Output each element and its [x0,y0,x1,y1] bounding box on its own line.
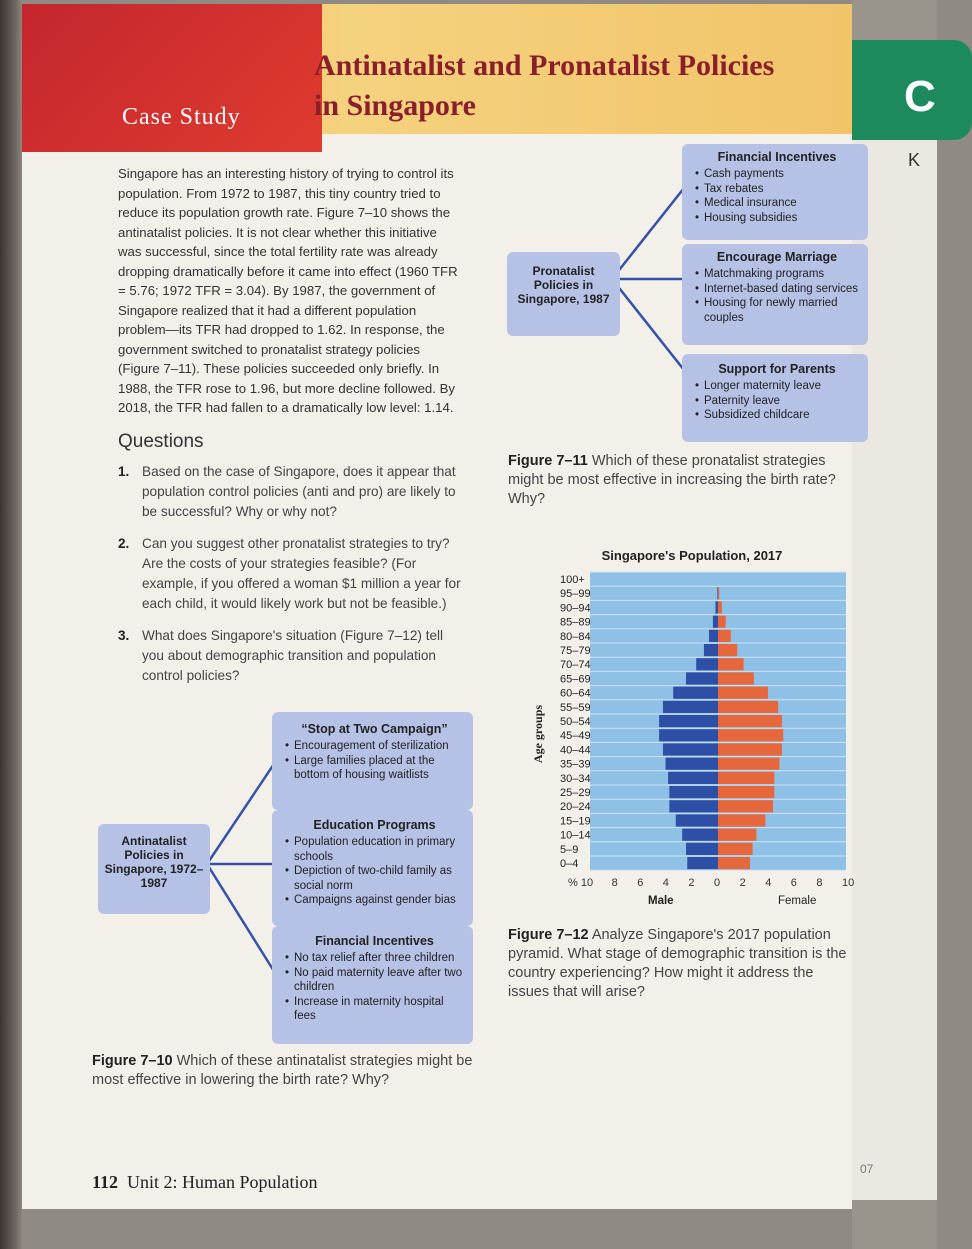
male-axis-label: Male [648,895,674,908]
book-spine [0,0,22,1249]
male-bar [696,658,718,670]
female-axis-label: Female [778,895,817,908]
female-bar [718,772,774,784]
female-bar [718,587,719,599]
title-line-2: in Singapore [314,89,476,122]
box-item: • Housing for newly married couples [704,296,862,325]
age-group-label: 85–89 [560,616,591,629]
box-item: • Internet-based dating services [704,282,862,297]
question-item [118,626,468,686]
next-page-heading-letter: C [904,72,936,121]
female-bar [718,800,773,812]
female-bar [718,644,737,656]
x-tick-label: 8 [816,877,823,890]
caption-text: Which of these antinatalist strategies might be most effective in lowering the birth rate? Why? [92,1053,473,1088]
box-item: • Housing subsidies [704,211,862,226]
intro-paragraph: Singapore has an interesting history of trying to control its population. From 1972 to 1987, this tiny country tried to reduce its population growth rate. Figure 7–10 shows the antinatalist policies. It is not clear whether this initiative was successful, since the total fertility rate was already dropping dramatically before it came into effect (1960 TFR = 5.76; 1972 TFR = 3.04). By 1987, the government of Singapore realized that it had a different population problem—its TFR had dropped to 1.62. In response, the government switched to pronatalist strategy policies (Figure 7–11). These policies succeeded only briefly. In 1988, the TFR rose to 1.96, but more decline followed. By 2018, the TFR had fallen to a dramatically low level: 1.14. [118,166,458,415]
female-bar [718,857,750,869]
female-bar [718,687,768,699]
age-group-label: 75–79 [560,645,591,657]
question-item [118,534,468,614]
male-bar [669,786,718,798]
box-item: • Depiction of two-child family as social norm [294,864,467,893]
y-axis-label: Age groups [531,704,545,764]
male-bar [663,701,718,713]
fig10-education-box [272,810,473,926]
age-group-label: 20–24 [560,801,591,814]
male-bar [663,743,718,755]
x-tick-label: 2 [688,877,695,890]
age-group-label: 90–94 [560,602,591,615]
question-text: Based on the case of Singapore, does it appear that population control policies (anti and pro) are likely to be successful? Why or why not? [142,464,456,519]
age-group-label: 10–14 [560,829,591,842]
chart-title: Singapore's Population, 2017 [601,548,783,563]
female-bar [718,814,765,826]
box-item: • No tax relief after three children [294,951,467,966]
male-bar [713,616,718,628]
x-tick-label: 4 [765,877,772,890]
question-text: Can you suggest other pronatalist strategies to try? Are the costs of your strategies feasible? (For example, if you offered a woman $1 million a year for each child, it would likely work but not be feasible.) [142,536,461,611]
age-group-label: 55–59 [560,701,591,714]
box-item: • Large families placed at the bottom of housing waitlists [294,754,467,783]
box-list [692,167,862,225]
questions-heading: Questions [118,431,204,452]
age-group-label: 95–99 [560,588,591,601]
box-item: • No paid maternity leave after two children [294,966,467,995]
title-line-1: Antinatalist and Pronatalist Policies [314,49,775,82]
female-bar [718,729,783,741]
x-tick-label: 10 [842,877,855,890]
age-group-label: 0–4 [560,858,579,870]
female-bar [718,843,753,855]
x-tick-label: 0 [714,877,721,890]
box-title: Financial Incentives [315,934,434,948]
female-bar [718,630,731,642]
male-bar [659,729,718,741]
female-bar [718,658,744,670]
fig10-financial-box [272,926,473,1044]
age-group-label: 65–69 [560,673,591,686]
pyramid-svg [492,544,855,924]
male-bar [686,672,718,684]
page-footer [92,1172,318,1193]
age-group-label: 100+ [560,574,585,586]
question-number: 3. [118,628,130,643]
female-bar [718,601,722,613]
box-item: • Medical insurance [704,196,862,211]
male-bar [676,814,718,826]
box-item: • Campaigns against gender bias [294,893,467,908]
male-bar [669,800,718,812]
case-study-label: Case Study [122,104,241,130]
box-item: • Matchmaking programs [704,267,862,282]
box-title: Financial Incentives [717,150,837,164]
textbook-page [22,4,874,1209]
box-list [282,739,467,783]
caption-label: Figure 7–11 [508,453,588,469]
fig11-financial-box [682,144,868,240]
age-group-label: 70–74 [560,659,591,672]
fig11-caption [508,452,848,509]
box-title: “Stop at Two Campaign” [301,722,448,736]
fig10-stop-at-two-box [272,712,473,810]
male-bar [686,843,718,855]
fig12-caption [508,926,848,1002]
caption-text: Which of these pronatalist strategies might be most effective in increasing the birth rate? Why? [508,453,836,507]
female-bar [718,715,782,727]
age-group-label: 5–9 [560,843,579,856]
question-text: What does Singapore's situation (Figure 7–12) tell you about demographic transition and population control policies? [142,628,444,683]
box-title: Education Programs [313,818,436,832]
age-group-label: 80–84 [560,630,591,643]
fig11-parents-box [682,354,868,442]
question-number: 2. [118,536,130,551]
male-bar [709,630,718,642]
age-group-label: 30–34 [560,772,591,785]
fig11-hub: Pronatalist Policies in Singapore, 1987 [507,252,620,336]
box-title: Encourage Marriage [716,250,838,264]
box-list [692,379,862,423]
next-page-header-band [832,40,972,140]
female-bar [718,758,779,770]
box-list [282,835,467,908]
x-tick-label: % 10 [568,877,594,890]
next-page-letter: K [908,150,921,170]
box-item: • Tax rebates [704,182,862,197]
caption-text: Analyze Singapore's 2017 population pyramid. What stage of demographic transition is the country experiencing? How might it address the issues that will arise? [508,927,847,1000]
box-item: • Paternity leave [704,394,862,409]
male-bar [715,601,718,613]
age-group-label: 35–39 [560,758,591,771]
female-bar [718,701,778,713]
age-group-label: 45–49 [560,730,591,743]
male-bar [687,857,718,869]
page-title [314,46,774,126]
corner-mark: 07 [860,1162,874,1176]
female-bar [718,672,754,684]
age-group-label: 40–44 [560,744,591,757]
female-bar [718,616,726,628]
questions-list [118,462,468,698]
box-item: • Population education in primary schools [294,835,467,864]
age-group-label: 60–64 [560,687,591,700]
box-item: • Subsidized childcare [704,408,862,423]
x-tick-label: 8 [611,877,618,890]
female-bar [718,786,774,798]
male-bar [682,829,718,841]
age-group-label: 25–29 [560,787,591,799]
male-bar [666,758,718,770]
male-bar [717,587,718,599]
male-bar [659,715,718,727]
male-bar [704,644,718,656]
caption-label: Figure 7–12 [508,927,589,943]
fig10-caption [92,1052,482,1090]
box-item: • Cash payments [704,167,862,182]
question-item [118,462,468,522]
fig11-marriage-box [682,244,868,345]
box-list [692,267,862,325]
age-group-label: 50–54 [560,716,591,728]
box-title: Support for Parents [718,362,836,376]
box-list [282,951,467,1024]
female-bar [718,743,782,755]
age-group-label: 15–19 [560,815,591,828]
female-bar [718,829,756,841]
box-item: • Increase in maternity hospital fees [294,995,467,1024]
x-tick-label: 6 [637,877,644,890]
box-item: • Longer maternity leave [704,379,862,394]
caption-label: Figure 7–10 [92,1053,173,1069]
x-tick-label: 4 [662,877,669,890]
question-number: 1. [118,464,130,479]
x-tick-label: 6 [790,877,797,890]
population-pyramid [492,544,855,924]
x-tick-label: 2 [739,877,746,890]
fig10-hub: Antinatalist Policies in Singapore, 1972–1987 [98,824,210,914]
box-item: • Encouragement of sterilization [294,739,467,754]
unit-label: Unit 2: Human Population [127,1172,318,1192]
page-number: 112 [92,1172,119,1192]
male-bar [668,772,718,784]
male-bar [673,687,718,699]
